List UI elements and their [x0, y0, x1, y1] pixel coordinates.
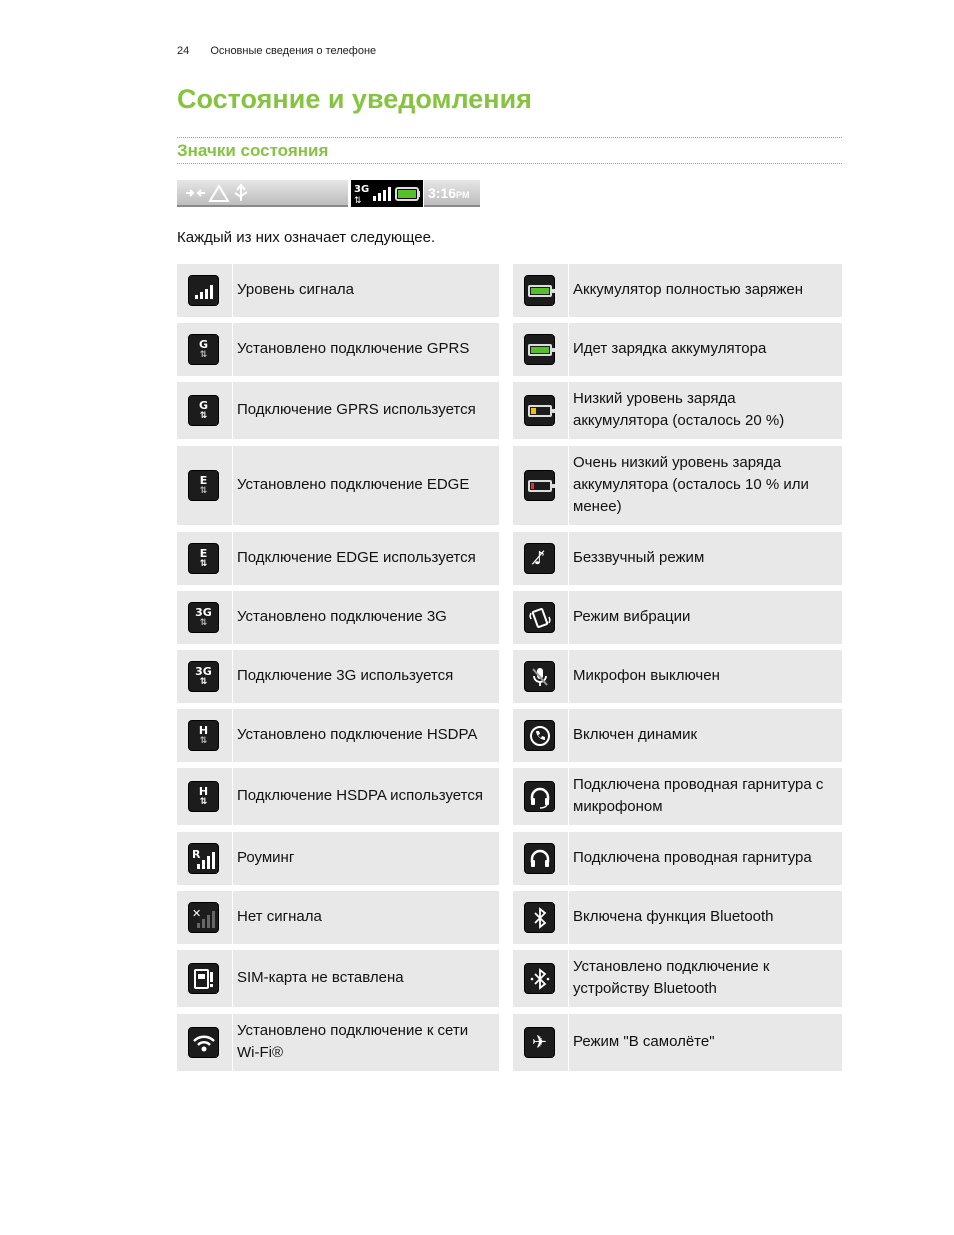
3g-in-use-icon: 3G ⇅	[188, 661, 219, 692]
svg-text:⇅: ⇅	[354, 196, 362, 206]
vibrate-mode-icon	[524, 602, 555, 633]
edge-in-use-icon: E ⇅	[188, 543, 219, 574]
no-sim-icon	[188, 963, 219, 994]
edge-connected-icon: E ⇅	[188, 470, 219, 501]
row-label: Подключение GPRS используется	[237, 401, 476, 418]
table-row	[177, 591, 499, 644]
table-row	[177, 446, 499, 525]
gprs-in-use-icon: G ⇅	[188, 395, 219, 426]
table-row	[177, 264, 499, 317]
row-label: Уровень сигнала	[237, 281, 355, 298]
row-label: SIM-карта не вставлена	[237, 969, 404, 986]
row-label: Установлено подключение GPRS	[237, 340, 470, 357]
airplane-mode-icon: ✈	[524, 1027, 555, 1058]
roaming-icon	[188, 843, 219, 874]
row-label: Включен динамик	[573, 726, 698, 743]
table-row	[177, 382, 499, 439]
table-row	[177, 832, 499, 885]
row-label: Установлено подключение к сети Wi-Fi®	[237, 1022, 469, 1061]
warning-icon	[210, 186, 228, 201]
bluetooth-connected-icon	[524, 963, 555, 994]
row-label: Подключена проводная гарнитура с микрофоном	[573, 776, 824, 815]
3g-connected-icon: 3G ⇅	[188, 602, 219, 633]
svg-text:✕: ✕	[191, 906, 201, 920]
row-label: Режим вибрации	[573, 608, 691, 625]
table-row	[513, 532, 842, 585]
notification-area	[177, 180, 348, 207]
page-title: Состояние и уведомления	[177, 84, 532, 114]
table-row	[513, 264, 842, 317]
table-row	[513, 591, 842, 644]
usb-icon	[235, 184, 247, 201]
svg-text:R: R	[191, 847, 200, 861]
notification-icons	[177, 180, 348, 205]
battery-charging-icon	[524, 334, 555, 365]
table-row	[177, 532, 499, 585]
row-label: Подключение EDGE используется	[237, 549, 476, 566]
clock-area	[424, 180, 480, 207]
subtitle: Значки состояния	[177, 141, 329, 160]
intro-text: Каждый из них означает следующее.	[177, 229, 436, 246]
battery-very-low-icon	[524, 470, 555, 501]
silent-mode-icon: ♪̸	[524, 543, 555, 574]
table-row	[177, 709, 499, 762]
row-label: Установлено подключение 3G	[237, 608, 447, 625]
table-row	[177, 650, 499, 703]
hsdpa-in-use-icon: H ⇅	[188, 781, 219, 812]
status-bar-sample	[177, 180, 480, 207]
row-label: Установлено подключение EDGE	[237, 476, 470, 493]
gprs-connected-icon: G ⇅	[188, 334, 219, 365]
table-row	[177, 950, 499, 1007]
speakerphone-icon	[524, 720, 555, 751]
row-label: Аккумулятор полностью заряжен	[573, 281, 804, 298]
page-number: 24	[177, 45, 190, 57]
wifi-connected-icon	[188, 1027, 219, 1058]
page-header	[177, 45, 376, 57]
row-label: Очень низкий уровень заряда аккумулятора (осталось 10 % или менее)	[573, 454, 809, 515]
table-row	[513, 709, 842, 762]
row-label: Нет сигнала	[237, 908, 322, 925]
bluetooth-on-icon	[524, 902, 555, 933]
row-label: Подключена проводная гарнитура	[573, 849, 812, 866]
table-row	[513, 1014, 842, 1071]
table-row	[177, 1014, 499, 1071]
no-signal-icon	[188, 902, 219, 933]
row-label: Подключение HSDPA используется	[237, 787, 483, 804]
battery-low-icon	[524, 395, 555, 426]
row-label: Установлено подключение HSDPA	[237, 726, 478, 743]
table-row	[513, 446, 842, 525]
table-row	[513, 323, 842, 376]
mic-muted-icon	[524, 661, 555, 692]
row-label: Установлено подключение к устройству Bluetooth	[573, 958, 770, 997]
sync-icon	[186, 190, 205, 196]
row-label: Включена функция Bluetooth	[573, 908, 774, 925]
wired-headset-mic-icon	[524, 781, 555, 812]
status-icons	[351, 180, 423, 207]
table-row	[513, 950, 842, 1007]
table-row	[513, 650, 842, 703]
table-row	[513, 832, 842, 885]
section-title: Основные сведения о телефоне	[210, 45, 377, 57]
row-label: Беззвучный режим	[573, 549, 705, 566]
3g-indicator: 3G	[354, 184, 370, 195]
table-row	[513, 768, 842, 825]
table-row	[513, 382, 842, 439]
table-row	[177, 768, 499, 825]
table-row	[513, 891, 842, 944]
clock: 3:16PM	[428, 185, 470, 201]
wired-headset-icon	[524, 843, 555, 874]
hsdpa-connected-icon: H ⇅	[188, 720, 219, 751]
row-label: Низкий уровень заряда аккумулятора (осталось 20 %)	[573, 390, 785, 429]
table-row	[177, 323, 499, 376]
row-label: Роуминг	[237, 849, 295, 866]
row-label: Режим "В самолёте"	[573, 1033, 715, 1050]
subtitle-block	[177, 137, 842, 164]
signal-strength-icon	[188, 275, 219, 306]
battery-full-icon	[524, 275, 555, 306]
row-label: Микрофон выключен	[573, 667, 720, 684]
table-row	[177, 891, 499, 944]
row-label: Идет зарядка аккумулятора	[573, 340, 767, 357]
row-label: Подключение 3G используется	[237, 667, 454, 684]
